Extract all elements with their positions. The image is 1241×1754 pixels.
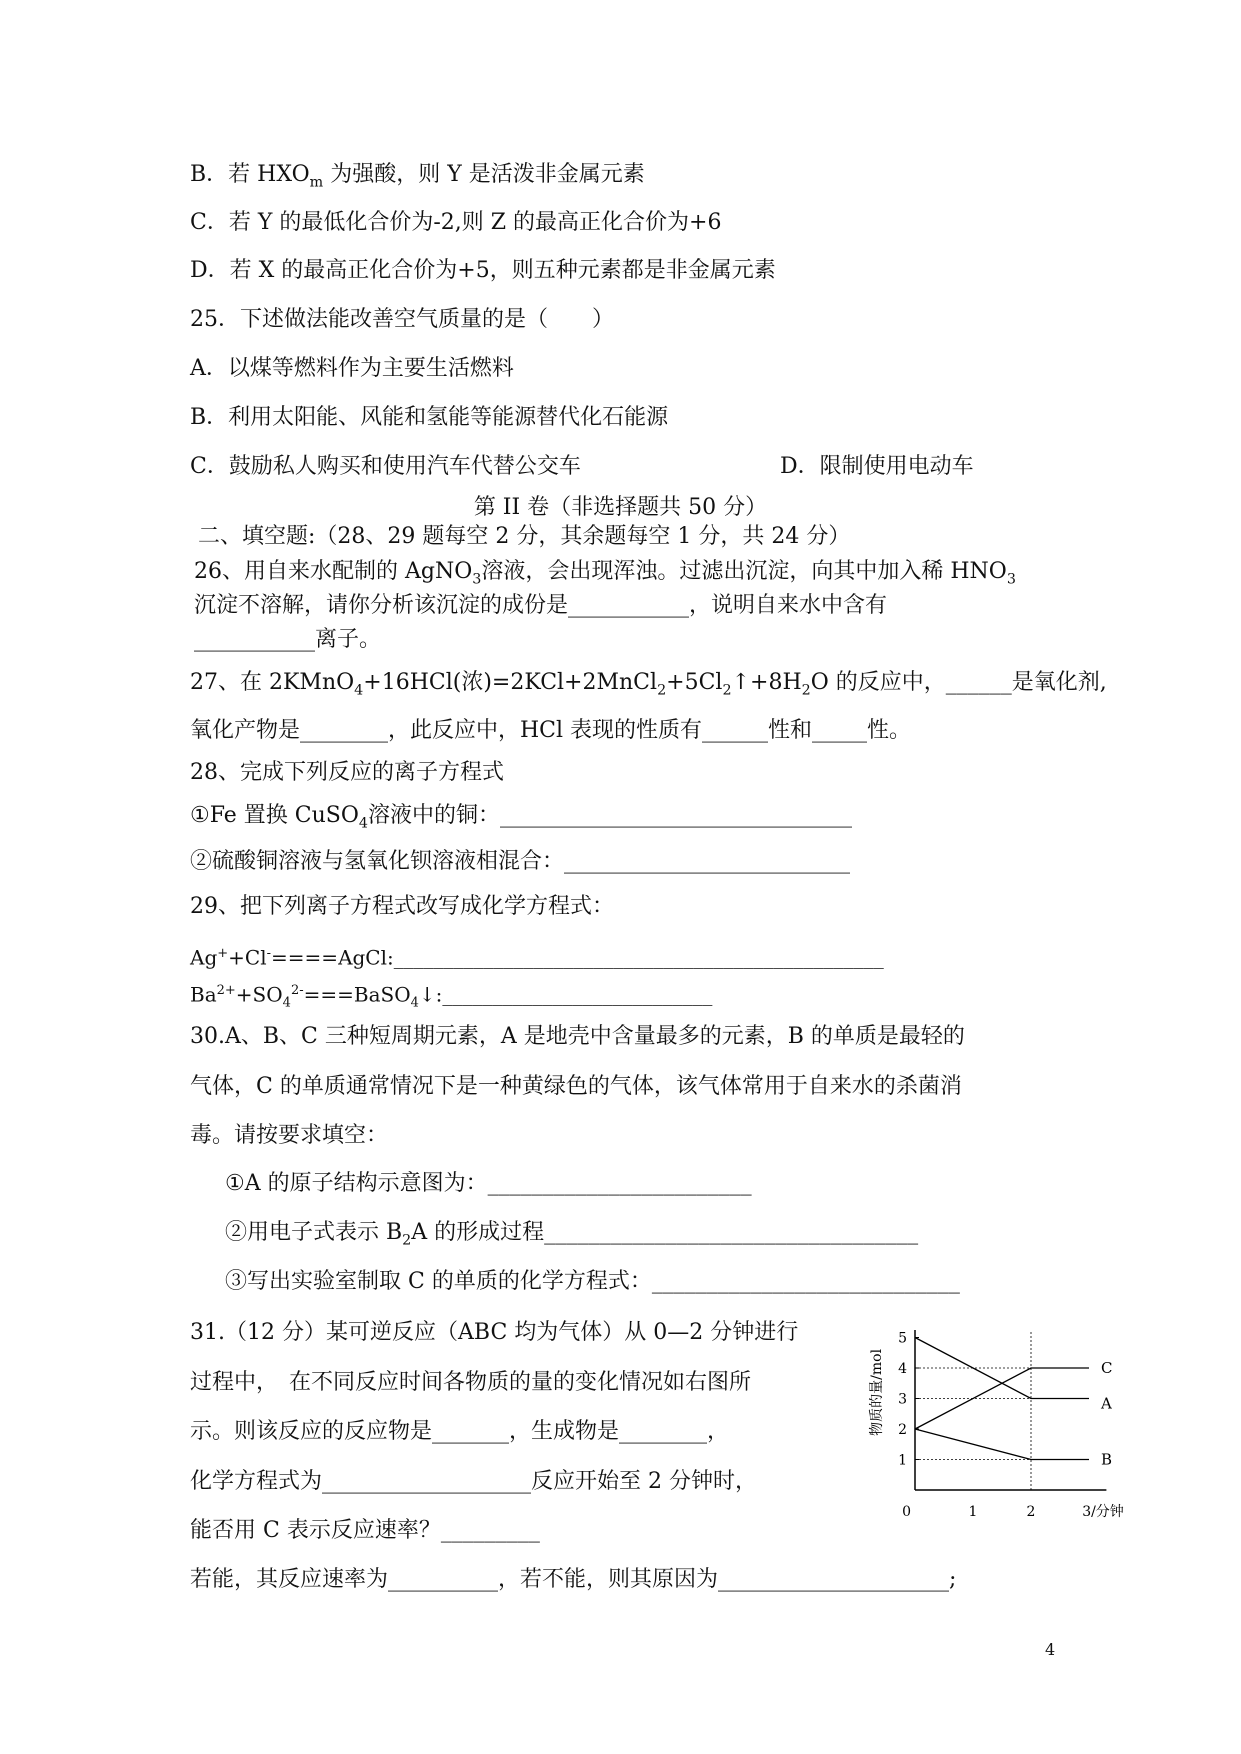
question-29-eq2 — [190, 976, 712, 1019]
x-tick-label: 0 — [902, 1504, 911, 1520]
question-text: ③写出实验室制取 C 的单质的化学方程式：____________________________ — [225, 1269, 960, 1294]
question-30-line2 — [190, 1072, 962, 1102]
equation-text: +Cl — [228, 945, 267, 970]
question-31-line2 — [190, 1368, 751, 1398]
option-text: C．鼓励私人购买和使用汽车代替公交车 — [190, 454, 581, 479]
question-27-line1 — [190, 668, 1107, 705]
equation-text: ↓:___________________________ — [418, 982, 713, 1007]
y-tick-label: 2 — [898, 1422, 907, 1438]
question-30-line3 — [190, 1121, 388, 1151]
question-text: ②硫酸铜溶液与氢氧化钡溶液相混合：__________________________ — [190, 849, 851, 874]
question-text: 毒。请按要求填空： — [190, 1123, 389, 1148]
option-text: C．若 Y 的最低化合价为-2,则 Z 的最高正化合价为+6 — [190, 210, 722, 235]
section-instructions — [198, 522, 850, 552]
series-line-b — [915, 1429, 1089, 1460]
question-26-line2 — [194, 591, 887, 621]
subscript: 3 — [472, 571, 482, 588]
question-text: 29、把下列离子方程式改写成化学方程式： — [190, 894, 614, 919]
question-31-line5 — [190, 1516, 540, 1546]
y-tick-label: 1 — [898, 1452, 907, 1469]
question-text: 过程中， 在不同反应时间各物质的量的变化情况如右图所 — [190, 1370, 752, 1395]
question-text: 溶液中的铜：________________________________ — [368, 803, 853, 828]
y-tick-label: 3 — [898, 1391, 907, 1408]
superscript: 2- — [290, 983, 304, 998]
subscript: m — [309, 174, 324, 191]
question-27-line2 — [190, 716, 911, 746]
superscript: 2+ — [216, 983, 236, 998]
question-text: ①A 的原子结构示意图为：________________________ — [225, 1171, 752, 1196]
question-text: ②用电子式表示 B — [225, 1220, 403, 1245]
option-text: B．若 HXO — [190, 162, 310, 187]
option-text: D．限制使用电动车 — [780, 454, 974, 479]
question-31-line1 — [190, 1318, 798, 1348]
x-tick-label: 3/分钟 — [1082, 1504, 1124, 1520]
subscript: 4 — [354, 682, 364, 699]
question-text: 26、用自来水配制的 AgNO — [194, 559, 473, 584]
question-text: ①Fe 置换 CuSO — [190, 803, 359, 828]
series-label-b: B — [1101, 1450, 1113, 1469]
question-30-line1 — [190, 1022, 965, 1052]
option-d-q24 — [190, 256, 776, 286]
question-text: 若能，其反应速率为__________，若不能，则其原因为_____________________; — [190, 1567, 957, 1592]
question-text: 31.（12 分）某可逆反应（ABC 均为气体）从 0—2 分钟进行 — [190, 1320, 799, 1345]
question-30-part1 — [225, 1169, 752, 1199]
page-number: 4 — [1045, 1640, 1056, 1659]
option-c-q24 — [190, 208, 721, 238]
subscript: 3 — [1006, 571, 1016, 588]
section-title — [0, 490, 1241, 521]
equation-text: Ag — [190, 945, 218, 970]
superscript: + — [217, 946, 229, 961]
y-axis-label: 物质的量/mol — [869, 1348, 885, 1436]
question-29 — [190, 892, 614, 922]
option-text: D．若 X 的最高正化合价为+5，则五种元素都是非金属元素 — [190, 258, 776, 283]
subscript: 4 — [282, 995, 291, 1011]
instructions-text: 二、填空题:（28、29 题每空 2 分，其余题每空 1 分，共 24 分） — [198, 524, 851, 549]
question-text: ___________离子。 — [194, 627, 382, 652]
equation-text: +SO — [235, 982, 283, 1007]
option-c-q25 — [190, 452, 581, 482]
question-31-line6 — [190, 1565, 956, 1595]
x-tick-label: 1 — [968, 1504, 978, 1520]
subscript: 2 — [722, 682, 732, 699]
amount-vs-time-chart — [860, 1330, 1180, 1540]
question-text: 溶液，会出现浑浊。过滤出沉淀，向其中加入稀 HNO — [481, 559, 1007, 584]
question-31-line4 — [190, 1467, 757, 1497]
question-28 — [190, 758, 504, 788]
question-30-part3 — [225, 1267, 960, 1297]
option-text: 为强酸，则 Y 是活泼非金属元素 — [323, 162, 645, 187]
question-text: O 的反应中，______是氧化剂, — [810, 670, 1107, 695]
subscript: 2 — [657, 682, 667, 699]
equation-text: ====AgCl:_________________________________________________ — [271, 945, 884, 970]
y-tick-label: 5 — [898, 1330, 907, 1347]
series-label-c: C — [1101, 1359, 1113, 1377]
question-text: 示。则该反应的反应物是_______，生成物是________， — [190, 1419, 730, 1444]
question-text: 气体，C 的单质通常情况下是一种黄绿色的气体，该气体常用于自来水的杀菌消 — [190, 1074, 962, 1099]
question-text: +5Cl — [666, 670, 723, 695]
option-b-q25 — [190, 403, 668, 433]
question-text: 28、完成下列反应的离子方程式 — [190, 760, 504, 785]
subscript: 2 — [402, 1232, 412, 1249]
question-26-line1 — [194, 557, 1016, 594]
question-text: 氧化产物是________，此反应中，HCl 表现的性质有______性和_____性。 — [190, 718, 912, 743]
x-tick-label: 2 — [1026, 1504, 1036, 1520]
equation-text: ===BaSO — [303, 982, 411, 1007]
question-text: A 的形成过程__________________________________ — [411, 1220, 919, 1245]
question-28-part2 — [190, 847, 850, 877]
section-title-text: 第 II 卷（非选择题共 50 分） — [473, 495, 768, 520]
question-text: 沉淀不溶解，请你分析该沉淀的成份是___________，说明自来水中含有 — [194, 593, 888, 618]
question-28-part1 — [190, 801, 852, 838]
y-tick-label: 4 — [898, 1361, 907, 1377]
question-text: +16HCl(浓)=2KCl+2MnCl — [363, 670, 658, 695]
subscript: 2 — [801, 682, 811, 699]
question-25 — [190, 305, 614, 335]
question-text: 能否用 C 表示反应速率？_________ — [190, 1518, 540, 1543]
subscript: 4 — [358, 815, 369, 832]
question-30-part2 — [225, 1218, 918, 1255]
question-text: 化学方程式为___________________反应开始至 2 分钟时， — [190, 1469, 757, 1494]
option-text: A．以煤等燃料作为主要生活燃料 — [190, 356, 514, 381]
question-text: ↑+8H — [731, 670, 802, 695]
question-text: 27、在 2KMnO — [190, 670, 355, 695]
question-text: 30.A、B、C 三种短周期元素，A 是地壳中含量最多的元素，B 的单质是最轻的 — [190, 1024, 965, 1049]
option-d-q25 — [780, 452, 974, 482]
equation-text: Ba — [190, 982, 217, 1007]
subscript: 4 — [410, 995, 419, 1011]
question-29-eq1 — [190, 939, 884, 973]
option-text: B．利用太阳能、风能和氢能等能源替代化石能源 — [190, 405, 669, 430]
superscript: - — [266, 946, 272, 961]
series-label-a: A — [1101, 1394, 1112, 1413]
option-b-q24 — [190, 160, 645, 197]
question-31-line3 — [190, 1417, 729, 1447]
question-text: 25．下述做法能改善空气质量的是（ ） — [190, 307, 614, 332]
option-a-q25 — [190, 354, 514, 384]
question-26-line3 — [194, 625, 381, 655]
